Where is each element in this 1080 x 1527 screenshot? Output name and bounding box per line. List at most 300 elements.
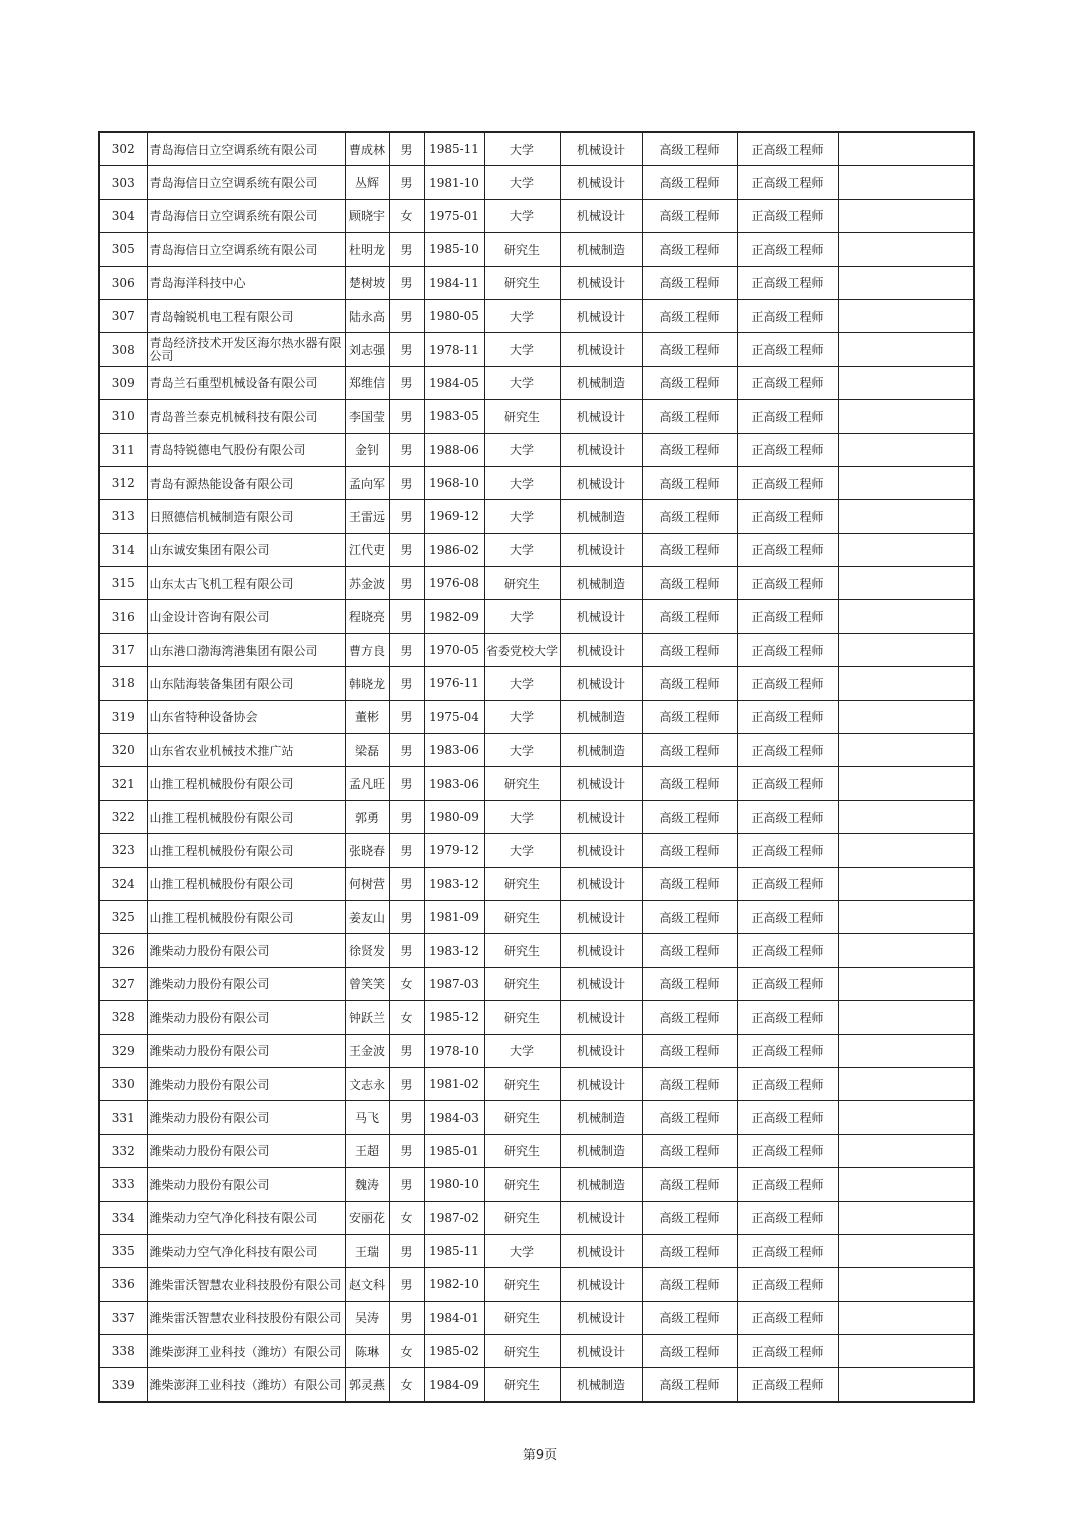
cell-gender: 女 [389,967,424,1000]
cell-name: 江代吏 [345,533,389,566]
cell-remarks [838,934,974,967]
table-row [99,400,974,433]
cell-name: 王瑞 [345,1234,389,1267]
cell-education: 研究生 [484,967,560,1000]
cell-remarks [838,333,974,366]
cell-index: 309 [99,366,147,399]
cell-gender: 男 [389,166,424,199]
cell-education: 研究生 [484,1101,560,1134]
cell-company: 山东省农业机械技术推广站 [147,734,345,767]
cell-birth: 1985-10 [424,233,484,266]
cell-education: 研究生 [484,1134,560,1167]
table-row [99,567,974,600]
cell-gender: 女 [389,1335,424,1368]
cell-index: 314 [99,533,147,566]
cell-company: 潍柴动力股份有限公司 [147,934,345,967]
cell-company: 青岛经济技术开发区海尔热水器有限公司 [147,333,345,366]
cell-current-title: 高级工程师 [642,1101,737,1134]
page-footer [0,1444,1080,1463]
cell-birth: 1969-12 [424,500,484,533]
cell-remarks [838,967,974,1000]
cell-name: 郑维信 [345,366,389,399]
cell-gender: 男 [389,233,424,266]
cell-index: 328 [99,1001,147,1034]
cell-applied-title: 正高级工程师 [737,533,838,566]
cell-remarks [838,299,974,332]
cell-applied-title: 正高级工程师 [737,132,838,166]
cell-education: 大学 [484,466,560,499]
table-row [99,433,974,466]
cell-remarks [838,1368,974,1402]
cell-gender: 男 [389,1034,424,1067]
cell-applied-title: 正高级工程师 [737,900,838,933]
cell-education: 研究生 [484,934,560,967]
cell-remarks [838,433,974,466]
cell-birth: 1980-09 [424,800,484,833]
cell-major: 机械设计 [560,800,642,833]
table-row [99,333,974,366]
cell-remarks [838,1101,974,1134]
cell-education: 研究生 [484,767,560,800]
cell-current-title: 高级工程师 [642,1268,737,1301]
cell-birth: 1984-01 [424,1301,484,1334]
cell-major: 机械制造 [560,366,642,399]
cell-birth: 1975-04 [424,700,484,733]
cell-name: 刘志强 [345,333,389,366]
cell-major: 机械设计 [560,433,642,466]
cell-index: 339 [99,1368,147,1402]
cell-education: 大学 [484,199,560,232]
cell-company: 潍柴雷沃智慧农业科技股份有限公司 [147,1301,345,1334]
cell-company: 潍柴动力股份有限公司 [147,1134,345,1167]
cell-applied-title: 正高级工程师 [737,366,838,399]
cell-major: 机械制造 [560,1368,642,1402]
cell-current-title: 高级工程师 [642,466,737,499]
table-row [99,700,974,733]
cell-index: 324 [99,867,147,900]
cell-birth: 1970-05 [424,633,484,666]
cell-name: 王金波 [345,1034,389,1067]
cell-applied-title: 正高级工程师 [737,1301,838,1334]
cell-company: 青岛翰锐机电工程有限公司 [147,299,345,332]
cell-name: 赵文科 [345,1268,389,1301]
cell-index: 305 [99,233,147,266]
cell-remarks [838,1168,974,1201]
cell-company: 潍柴动力空气净化科技有限公司 [147,1201,345,1234]
cell-education: 大学 [484,299,560,332]
cell-current-title: 高级工程师 [642,734,737,767]
cell-current-title: 高级工程师 [642,567,737,600]
cell-current-title: 高级工程师 [642,233,737,266]
page-number: 9 [535,1448,545,1463]
cell-current-title: 高级工程师 [642,867,737,900]
cell-company: 山推工程机械股份有限公司 [147,900,345,933]
cell-company: 青岛海信日立空调系统有限公司 [147,132,345,166]
cell-applied-title: 正高级工程师 [737,834,838,867]
cell-company: 潍柴动力股份有限公司 [147,1101,345,1134]
cell-education: 研究生 [484,1301,560,1334]
cell-company: 山东省特种设备协会 [147,700,345,733]
cell-gender: 男 [389,700,424,733]
cell-name: 孟向军 [345,466,389,499]
cell-major: 机械设计 [560,600,642,633]
table-row [99,1301,974,1334]
cell-name: 韩晓龙 [345,667,389,700]
cell-gender: 男 [389,734,424,767]
table-row [99,900,974,933]
cell-major: 机械设计 [560,1234,642,1267]
cell-birth: 1988-06 [424,433,484,466]
cell-name: 金钊 [345,433,389,466]
cell-gender: 男 [389,834,424,867]
table-row [99,1234,974,1267]
cell-index: 332 [99,1134,147,1167]
cell-index: 312 [99,466,147,499]
cell-birth: 1980-10 [424,1168,484,1201]
cell-remarks [838,166,974,199]
cell-index: 320 [99,734,147,767]
cell-major: 机械设计 [560,1268,642,1301]
cell-education: 研究生 [484,1368,560,1402]
cell-name: 王雷远 [345,500,389,533]
cell-birth: 1983-12 [424,867,484,900]
footer-prefix: 第 [522,1448,536,1463]
cell-education: 研究生 [484,233,560,266]
cell-education: 省委党校大学 [484,633,560,666]
cell-applied-title: 正高级工程师 [737,1034,838,1067]
cell-gender: 男 [389,800,424,833]
table-row [99,533,974,566]
cell-remarks [838,1234,974,1267]
cell-remarks [838,700,974,733]
table-row [99,466,974,499]
table-row [99,1101,974,1134]
cell-index: 303 [99,166,147,199]
cell-major: 机械设计 [560,533,642,566]
cell-education: 大学 [484,834,560,867]
cell-current-title: 高级工程师 [642,533,737,566]
cell-birth: 1985-12 [424,1001,484,1034]
cell-birth: 1984-11 [424,266,484,299]
cell-company: 青岛特锐德电气股份有限公司 [147,433,345,466]
table-row [99,500,974,533]
cell-major: 机械设计 [560,1067,642,1100]
cell-index: 326 [99,934,147,967]
cell-applied-title: 正高级工程师 [737,967,838,1000]
cell-name: 马飞 [345,1101,389,1134]
cell-remarks [838,400,974,433]
cell-education: 大学 [484,433,560,466]
cell-applied-title: 正高级工程师 [737,433,838,466]
cell-current-title: 高级工程师 [642,366,737,399]
cell-gender: 男 [389,366,424,399]
cell-name: 吴涛 [345,1301,389,1334]
cell-applied-title: 正高级工程师 [737,633,838,666]
cell-company: 潍柴动力股份有限公司 [147,967,345,1000]
cell-major: 机械设计 [560,199,642,232]
cell-name: 曾笑笑 [345,967,389,1000]
cell-major: 机械设计 [560,333,642,366]
cell-gender: 男 [389,1101,424,1134]
cell-index: 337 [99,1301,147,1334]
cell-remarks [838,132,974,166]
cell-education: 研究生 [484,266,560,299]
cell-applied-title: 正高级工程师 [737,1134,838,1167]
cell-company: 山东港口渤海湾港集团有限公司 [147,633,345,666]
cell-applied-title: 正高级工程师 [737,600,838,633]
cell-gender: 男 [389,1134,424,1167]
cell-education: 研究生 [484,567,560,600]
cell-name: 魏涛 [345,1168,389,1201]
table-row [99,934,974,967]
cell-major: 机械制造 [560,734,642,767]
cell-current-title: 高级工程师 [642,834,737,867]
cell-education: 大学 [484,533,560,566]
cell-current-title: 高级工程师 [642,1001,737,1034]
cell-remarks [838,1301,974,1334]
cell-remarks [838,834,974,867]
cell-major: 机械设计 [560,299,642,332]
cell-major: 机械设计 [560,967,642,1000]
cell-applied-title: 正高级工程师 [737,1201,838,1234]
table-row [99,1335,974,1368]
cell-applied-title: 正高级工程师 [737,734,838,767]
cell-current-title: 高级工程师 [642,900,737,933]
cell-remarks [838,600,974,633]
cell-index: 335 [99,1234,147,1267]
cell-index: 302 [99,132,147,166]
cell-index: 311 [99,433,147,466]
cell-remarks [838,1034,974,1067]
cell-current-title: 高级工程师 [642,500,737,533]
table-row [99,199,974,232]
cell-education: 研究生 [484,867,560,900]
cell-company: 山东陆海装备集团有限公司 [147,667,345,700]
cell-remarks [838,900,974,933]
table-row [99,767,974,800]
cell-name: 孟凡旺 [345,767,389,800]
cell-birth: 1975-01 [424,199,484,232]
roster-table [98,131,975,1403]
table-row [99,132,974,166]
cell-education: 大学 [484,1034,560,1067]
cell-remarks [838,1201,974,1234]
cell-education: 大学 [484,166,560,199]
cell-education: 研究生 [484,400,560,433]
cell-name: 顾晓宇 [345,199,389,232]
table-row [99,967,974,1000]
cell-education: 大学 [484,800,560,833]
cell-major: 机械设计 [560,1201,642,1234]
cell-major: 机械设计 [560,1335,642,1368]
cell-applied-title: 正高级工程师 [737,1234,838,1267]
cell-birth: 1987-02 [424,1201,484,1234]
cell-current-title: 高级工程师 [642,800,737,833]
cell-education: 大学 [484,333,560,366]
cell-name: 曹方良 [345,633,389,666]
cell-applied-title: 正高级工程师 [737,1368,838,1402]
cell-birth: 1982-09 [424,600,484,633]
cell-birth: 1980-05 [424,299,484,332]
cell-remarks [838,800,974,833]
cell-education: 大学 [484,1234,560,1267]
cell-birth: 1981-02 [424,1067,484,1100]
cell-current-title: 高级工程师 [642,1234,737,1267]
cell-gender: 男 [389,1268,424,1301]
cell-gender: 男 [389,667,424,700]
cell-company: 潍柴动力股份有限公司 [147,1034,345,1067]
cell-gender: 男 [389,500,424,533]
cell-applied-title: 正高级工程师 [737,700,838,733]
cell-applied-title: 正高级工程师 [737,767,838,800]
cell-index: 318 [99,667,147,700]
cell-gender: 男 [389,266,424,299]
table-row [99,867,974,900]
cell-birth: 1978-10 [424,1034,484,1067]
table-row [99,667,974,700]
cell-remarks [838,1134,974,1167]
cell-remarks [838,567,974,600]
cell-gender: 男 [389,1067,424,1100]
cell-education: 大学 [484,366,560,399]
cell-applied-title: 正高级工程师 [737,667,838,700]
cell-applied-title: 正高级工程师 [737,867,838,900]
table-row [99,166,974,199]
cell-current-title: 高级工程师 [642,767,737,800]
cell-remarks [838,1067,974,1100]
cell-remarks [838,1268,974,1301]
table-row [99,1067,974,1100]
cell-index: 327 [99,967,147,1000]
cell-gender: 男 [389,333,424,366]
cell-name: 钟跃兰 [345,1001,389,1034]
cell-company: 山金设计咨询有限公司 [147,600,345,633]
table-row [99,834,974,867]
cell-gender: 男 [389,633,424,666]
cell-gender: 男 [389,934,424,967]
cell-gender: 男 [389,900,424,933]
cell-company: 山推工程机械股份有限公司 [147,767,345,800]
cell-major: 机械设计 [560,1001,642,1034]
cell-major: 机械设计 [560,466,642,499]
cell-name: 何树营 [345,867,389,900]
table-row [99,1201,974,1234]
cell-index: 330 [99,1067,147,1100]
cell-major: 机械制造 [560,500,642,533]
cell-applied-title: 正高级工程师 [737,1001,838,1034]
cell-remarks [838,233,974,266]
cell-major: 机械设计 [560,934,642,967]
table-row [99,734,974,767]
cell-index: 313 [99,500,147,533]
cell-current-title: 高级工程师 [642,600,737,633]
cell-birth: 1984-05 [424,366,484,399]
cell-applied-title: 正高级工程师 [737,1335,838,1368]
cell-current-title: 高级工程师 [642,400,737,433]
cell-name: 程晓亮 [345,600,389,633]
cell-education: 大学 [484,132,560,166]
cell-index: 325 [99,900,147,933]
cell-gender: 男 [389,1168,424,1201]
cell-current-title: 高级工程师 [642,1034,737,1067]
cell-education: 研究生 [484,1335,560,1368]
cell-index: 329 [99,1034,147,1067]
cell-company: 潍柴动力股份有限公司 [147,1168,345,1201]
cell-index: 319 [99,700,147,733]
cell-remarks [838,500,974,533]
cell-major: 机械设计 [560,166,642,199]
cell-current-title: 高级工程师 [642,1335,737,1368]
table-row [99,633,974,666]
table-row [99,1368,974,1402]
cell-major: 机械设计 [560,1301,642,1334]
cell-remarks [838,667,974,700]
cell-company: 青岛海信日立空调系统有限公司 [147,199,345,232]
cell-name: 丛辉 [345,166,389,199]
table-row [99,1268,974,1301]
cell-applied-title: 正高级工程师 [737,1101,838,1134]
cell-gender: 男 [389,1301,424,1334]
cell-birth: 1981-09 [424,900,484,933]
cell-name: 安丽花 [345,1201,389,1234]
cell-major: 机械制造 [560,1101,642,1134]
cell-remarks [838,466,974,499]
cell-name: 董彬 [345,700,389,733]
cell-index: 307 [99,299,147,332]
table-row [99,233,974,266]
table-body [99,132,974,1402]
footer-suffix: 页 [544,1448,558,1463]
table-row [99,1168,974,1201]
cell-applied-title: 正高级工程师 [737,500,838,533]
cell-birth: 1984-03 [424,1101,484,1134]
cell-index: 308 [99,333,147,366]
cell-education: 研究生 [484,1268,560,1301]
cell-education: 大学 [484,700,560,733]
cell-name: 陆永高 [345,299,389,332]
cell-name: 徐贤发 [345,934,389,967]
cell-index: 310 [99,400,147,433]
cell-company: 山东太古飞机工程有限公司 [147,567,345,600]
cell-current-title: 高级工程师 [642,967,737,1000]
cell-education: 大学 [484,734,560,767]
cell-current-title: 高级工程师 [642,1368,737,1402]
cell-major: 机械设计 [560,132,642,166]
cell-birth: 1986-02 [424,533,484,566]
cell-remarks [838,767,974,800]
cell-company: 潍柴澎湃工业科技（潍坊）有限公司 [147,1368,345,1402]
cell-remarks [838,633,974,666]
cell-current-title: 高级工程师 [642,633,737,666]
cell-current-title: 高级工程师 [642,333,737,366]
cell-name: 楚树坡 [345,266,389,299]
cell-birth: 1976-08 [424,567,484,600]
cell-name: 李国莹 [345,400,389,433]
cell-birth: 1983-12 [424,934,484,967]
cell-birth: 1983-06 [424,767,484,800]
cell-birth: 1983-06 [424,734,484,767]
cell-remarks [838,266,974,299]
table-row [99,800,974,833]
cell-company: 青岛兰石重型机械设备有限公司 [147,366,345,399]
cell-birth: 1985-02 [424,1335,484,1368]
cell-applied-title: 正高级工程师 [737,934,838,967]
cell-company: 青岛海洋科技中心 [147,266,345,299]
cell-birth: 1978-11 [424,333,484,366]
cell-applied-title: 正高级工程师 [737,400,838,433]
table-row [99,266,974,299]
cell-company: 潍柴动力股份有限公司 [147,1067,345,1100]
